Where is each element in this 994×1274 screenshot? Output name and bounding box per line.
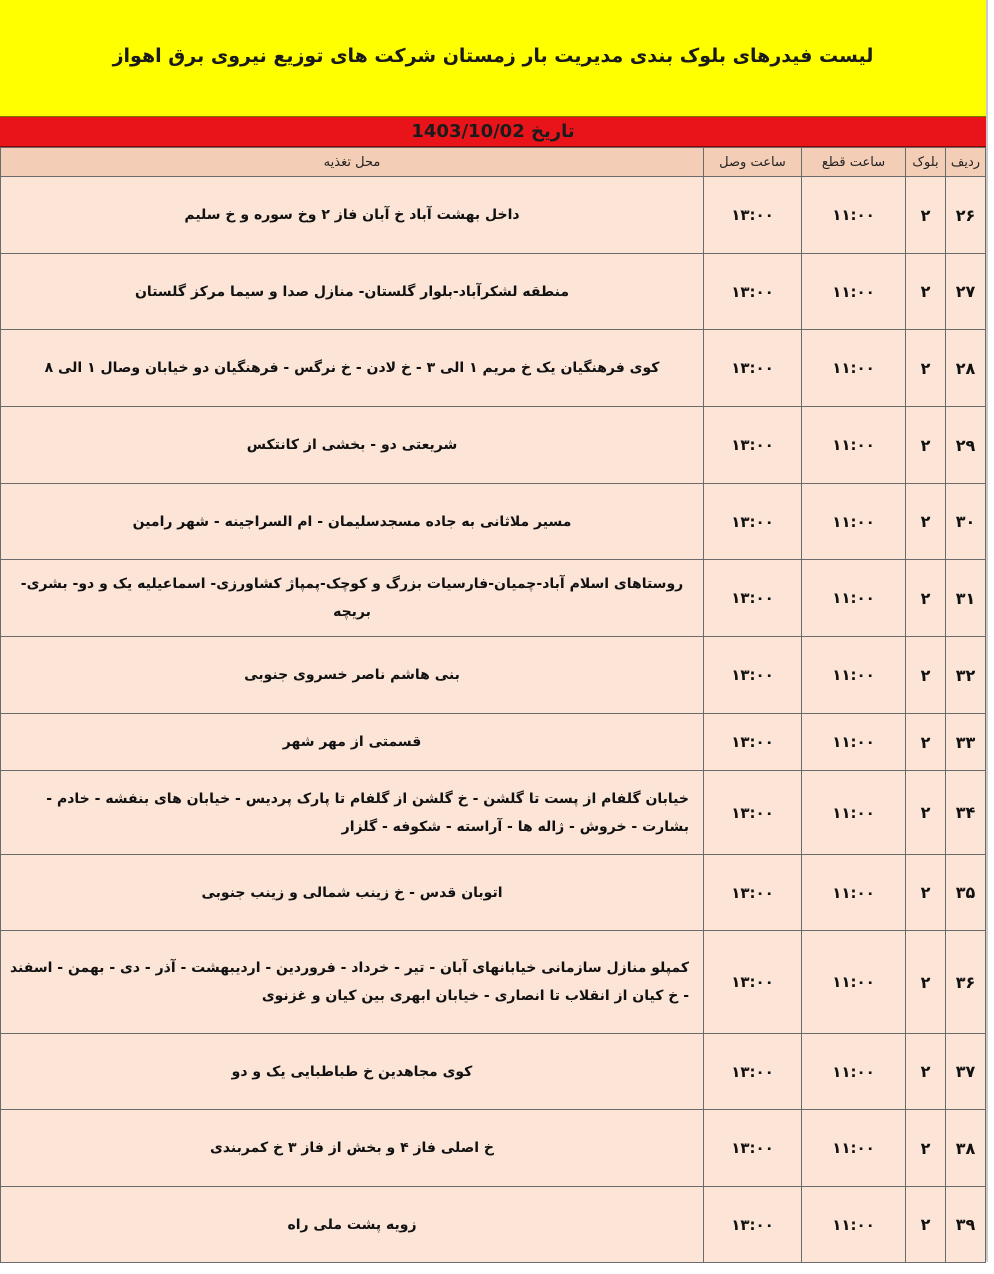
cut-time: ۱۱:۰۰: [802, 407, 906, 484]
block-number: ۲: [906, 560, 946, 637]
block-number: ۲: [906, 407, 946, 484]
row-number: ۳۷: [946, 1034, 986, 1110]
block-number: ۲: [906, 855, 946, 931]
location-cell: زویه پشت ملی راه: [1, 1187, 704, 1263]
location-cell: کوی مجاهدین خ طباطبایی یک و دو: [1, 1034, 704, 1110]
header-cut-time: ساعت قطع: [802, 148, 906, 177]
location-cell: خ اصلی فاز ۴ و بخش از فاز ۳ خ کمربندی: [1, 1110, 704, 1187]
table-row: [1, 484, 986, 560]
block-number: ۲: [906, 254, 946, 330]
table-row: [1, 931, 986, 1034]
row-number: ۳۹: [946, 1187, 986, 1263]
table-row: [1, 855, 986, 931]
header-block: بلوک: [906, 148, 946, 177]
location-cell: منطقه لشکرآباد-بلوار گلستان- منازل صدا و سیما مرکز گلستان: [1, 254, 704, 330]
connect-time: ۱۳:۰۰: [704, 1110, 802, 1187]
row-number: ۳۲: [946, 637, 986, 714]
location-cell: خیابان گلفام از پست تا گلشن - خ گلشن از گلفام تا پارک پردیس - خیابان های بنفشه - خادم - بشارت - خروش - ژاله ها - آراسته - شکوفه - گلزار: [1, 771, 704, 855]
cut-time: ۱۱:۰۰: [802, 931, 906, 1034]
cut-time: ۱۱:۰۰: [802, 254, 906, 330]
table-header-row: [1, 148, 986, 177]
location-cell: مسیر ملاثانی به جاده مسجدسلیمان - ام السراجینه - شهر رامین: [1, 484, 704, 560]
connect-time: ۱۳:۰۰: [704, 771, 802, 855]
row-number: ۲۷: [946, 254, 986, 330]
row-number: ۲۶: [946, 177, 986, 254]
connect-time: ۱۳:۰۰: [704, 714, 802, 771]
feeder-table: [0, 147, 986, 1263]
location-cell: قسمتی از مهر شهر: [1, 714, 704, 771]
block-number: ۲: [906, 1187, 946, 1263]
location-cell: اتوبان قدس - خ زینب شمالی و زینب جنوبی: [1, 855, 704, 931]
row-number: ۳۴: [946, 771, 986, 855]
row-number: ۳۳: [946, 714, 986, 771]
cut-time: ۱۱:۰۰: [802, 637, 906, 714]
location-cell: داخل بهشت آباد خ آبان فاز ۲ وخ سوره و خ سلیم: [1, 177, 704, 254]
block-number: ۲: [906, 1034, 946, 1110]
cut-time: ۱۱:۰۰: [802, 855, 906, 931]
page-title: لیست فیدرهای بلوک بندی مدیریت بار زمستان شرکت های توزیع نیروی برق اهواز: [112, 45, 874, 67]
connect-time: ۱۳:۰۰: [704, 407, 802, 484]
location-cell: کوی فرهنگیان یک خ مریم ۱ الی ۳ - خ لادن - خ نرگس - فرهنگیان دو خیابان وصال ۱ الی ۸: [1, 330, 704, 407]
block-number: ۲: [906, 637, 946, 714]
table-row: [1, 560, 986, 637]
header-row-number: ردیف: [946, 148, 986, 177]
location-cell: کمپلو منازل سازمانی خیابانهای آبان - تیر - خرداد - فروردین - اردیبهشت - آذر - دی - بهمن - اسفند - خ کیان از انقلاب تا انصاری - خیابان ابهری بین کیان و غزنوی: [1, 931, 704, 1034]
date-banner: [0, 117, 986, 147]
row-number: ۲۹: [946, 407, 986, 484]
cut-time: ۱۱:۰۰: [802, 714, 906, 771]
cut-time: ۱۱:۰۰: [802, 177, 906, 254]
block-number: ۲: [906, 1110, 946, 1187]
connect-time: ۱۳:۰۰: [704, 855, 802, 931]
row-number: ۳۸: [946, 1110, 986, 1187]
location-cell: روستاهای اسلام آباد-چمیان-فارسیات بزرگ و کوچک-پمپاژ کشاورزی- اسماعیلیه یک و دو- بشری- بریچه: [1, 560, 704, 637]
table-row: [1, 1187, 986, 1263]
header-location: محل تغذیه: [1, 148, 704, 177]
table-row: [1, 177, 986, 254]
row-number: ۳۱: [946, 560, 986, 637]
block-number: ۲: [906, 771, 946, 855]
connect-time: ۱۳:۰۰: [704, 254, 802, 330]
connect-time: ۱۳:۰۰: [704, 177, 802, 254]
cut-time: ۱۱:۰۰: [802, 484, 906, 560]
row-number: ۲۸: [946, 330, 986, 407]
table-row: [1, 714, 986, 771]
connect-time: ۱۳:۰۰: [704, 931, 802, 1034]
connect-time: ۱۳:۰۰: [704, 1034, 802, 1110]
cut-time: ۱۱:۰۰: [802, 330, 906, 407]
row-number: ۳۶: [946, 931, 986, 1034]
block-number: ۲: [906, 330, 946, 407]
location-cell: شریعتی دو - بخشی از کانتکس: [1, 407, 704, 484]
row-number: ۳۰: [946, 484, 986, 560]
table-row: [1, 254, 986, 330]
title-banner: [0, 0, 986, 117]
table-row: [1, 637, 986, 714]
connect-time: ۱۳:۰۰: [704, 330, 802, 407]
block-number: ۲: [906, 484, 946, 560]
date-label: تاریخ 1403/10/02: [411, 121, 575, 142]
block-number: ۲: [906, 714, 946, 771]
connect-time: ۱۳:۰۰: [704, 1187, 802, 1263]
block-number: ۲: [906, 177, 946, 254]
cut-time: ۱۱:۰۰: [802, 771, 906, 855]
table-row: [1, 1034, 986, 1110]
table-row: [1, 771, 986, 855]
location-cell: بنی هاشم ناصر خسروی جنوبی: [1, 637, 704, 714]
block-number: ۲: [906, 931, 946, 1034]
table-row: [1, 330, 986, 407]
cut-time: ۱۱:۰۰: [802, 1187, 906, 1263]
connect-time: ۱۳:۰۰: [704, 484, 802, 560]
cut-time: ۱۱:۰۰: [802, 1034, 906, 1110]
row-number: ۳۵: [946, 855, 986, 931]
connect-time: ۱۳:۰۰: [704, 637, 802, 714]
cut-time: ۱۱:۰۰: [802, 1110, 906, 1187]
connect-time: ۱۳:۰۰: [704, 560, 802, 637]
header-connect-time: ساعت وصل: [704, 148, 802, 177]
cut-time: ۱۱:۰۰: [802, 560, 906, 637]
table-row: [1, 1110, 986, 1187]
table-row: [1, 407, 986, 484]
